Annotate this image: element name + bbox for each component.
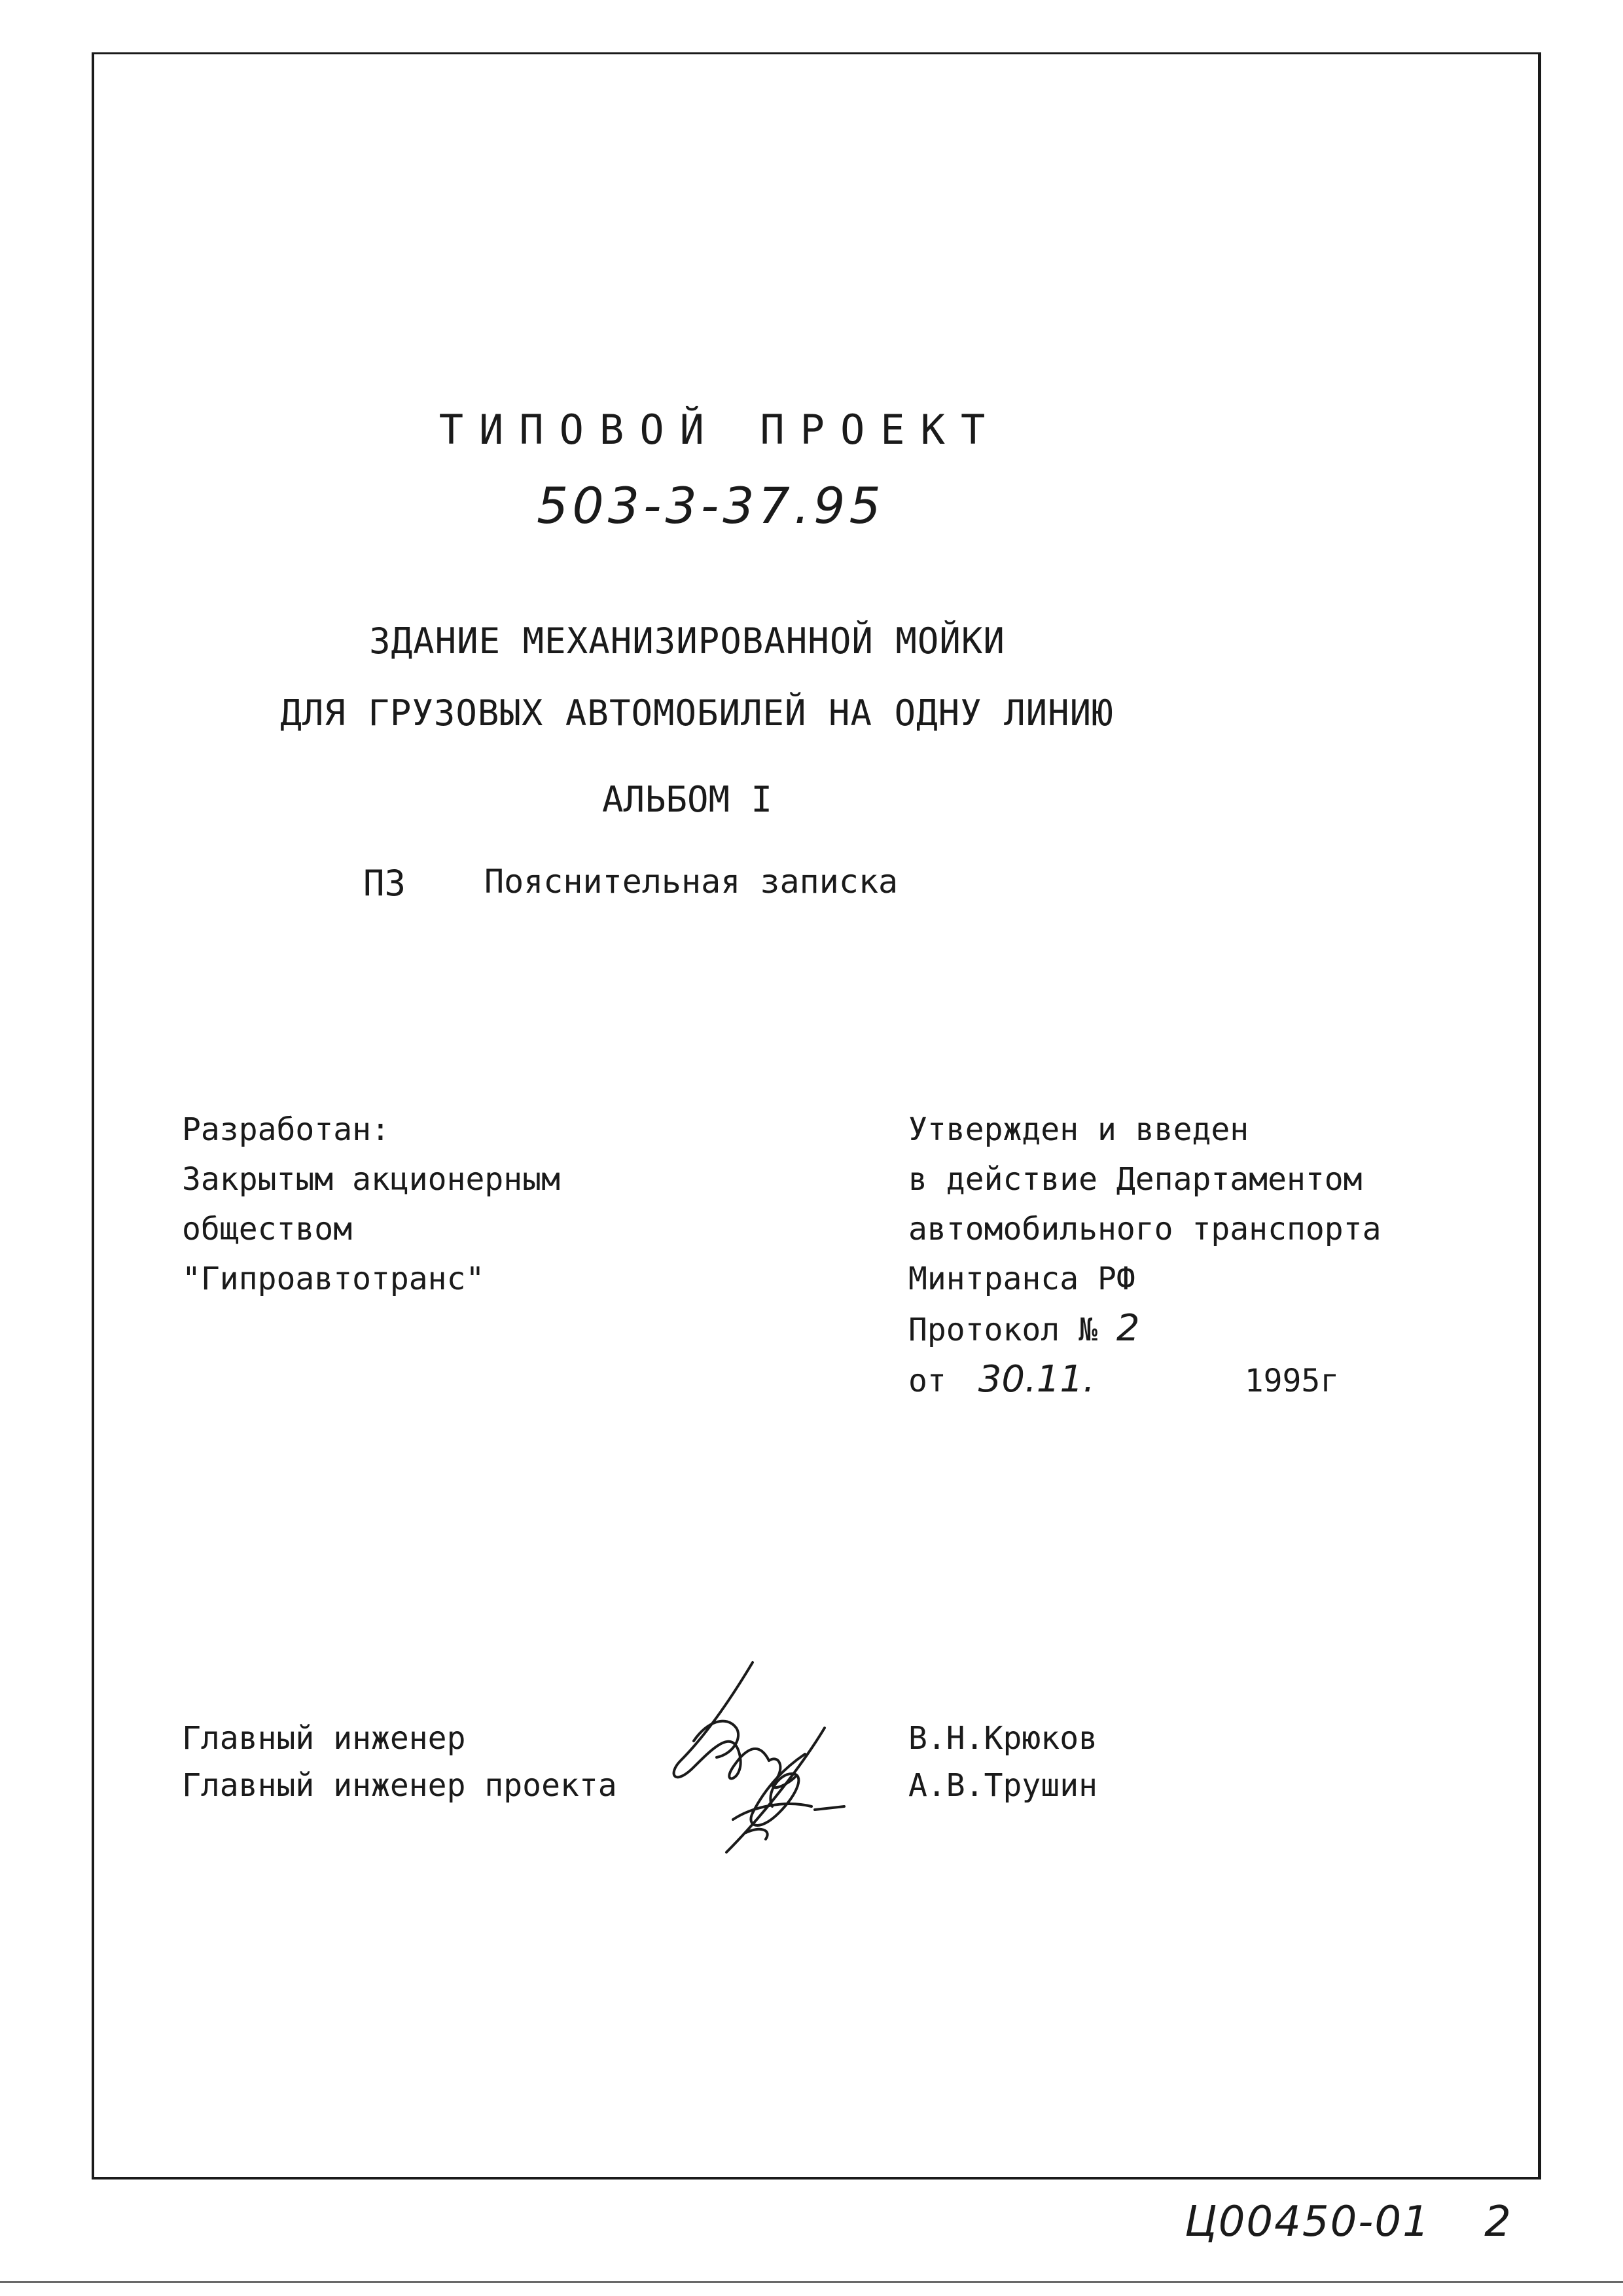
chief-engineer-name: В.Н.Крюков xyxy=(908,1720,1097,1757)
approval-line: автомобильного транспорта xyxy=(908,1211,1382,1247)
developer-block xyxy=(182,1105,560,1304)
chief-project-engineer-name: А.В.Трушин xyxy=(908,1767,1097,1804)
subject-line-2: ДЛЯ ГРУЗОВЫХ АВТОМОБИЛЕЙ НА ОДНУ ЛИНИЮ xyxy=(280,692,1114,734)
date-day-month: 30.11. xyxy=(978,1358,1095,1401)
page-number: 2 xyxy=(1484,2198,1512,2246)
document-code: Ц00450-01 xyxy=(1185,2198,1431,2246)
approval-line: Утвержден и введен xyxy=(908,1111,1249,1148)
document-code-block xyxy=(1185,2198,1512,2246)
handwritten-signature xyxy=(654,1656,877,1872)
developer-line: обществом xyxy=(182,1211,353,1247)
developer-line: Закрытым акционерным xyxy=(182,1161,560,1198)
approval-line: Минтранса РФ xyxy=(908,1261,1135,1297)
protocol-label: Протокол № xyxy=(908,1312,1097,1348)
project-number: 503-3-37.95 xyxy=(537,476,885,535)
chief-engineer-title: Главный инженер xyxy=(182,1720,466,1757)
protocol-number: 2 xyxy=(1116,1307,1140,1350)
date-line xyxy=(908,1355,1381,1406)
date-year: 1995г xyxy=(1244,1363,1340,1399)
subject-line-1: ЗДАНИЕ МЕХАНИЗИРОВАННОЙ МОЙКИ xyxy=(369,620,1005,662)
section-name: Пояснительная записка xyxy=(484,863,899,901)
developer-line: "Гипроавтотранс" xyxy=(182,1261,485,1297)
approval-block xyxy=(908,1105,1381,1406)
document-title: ТИПОВОЙ ПРОЕКТ xyxy=(438,406,1001,454)
date-prefix: от xyxy=(908,1363,946,1399)
developer-line: Разработан: xyxy=(182,1111,390,1148)
chief-project-engineer-title: Главный инженер проекта xyxy=(182,1767,617,1804)
protocol-line xyxy=(908,1304,1381,1355)
section-code: ПЗ xyxy=(363,863,406,904)
bottom-edge-line xyxy=(0,2281,1623,2283)
album-label: АЛЬБОМ I xyxy=(601,779,773,820)
approval-line: в действие Департаментом xyxy=(908,1161,1363,1198)
